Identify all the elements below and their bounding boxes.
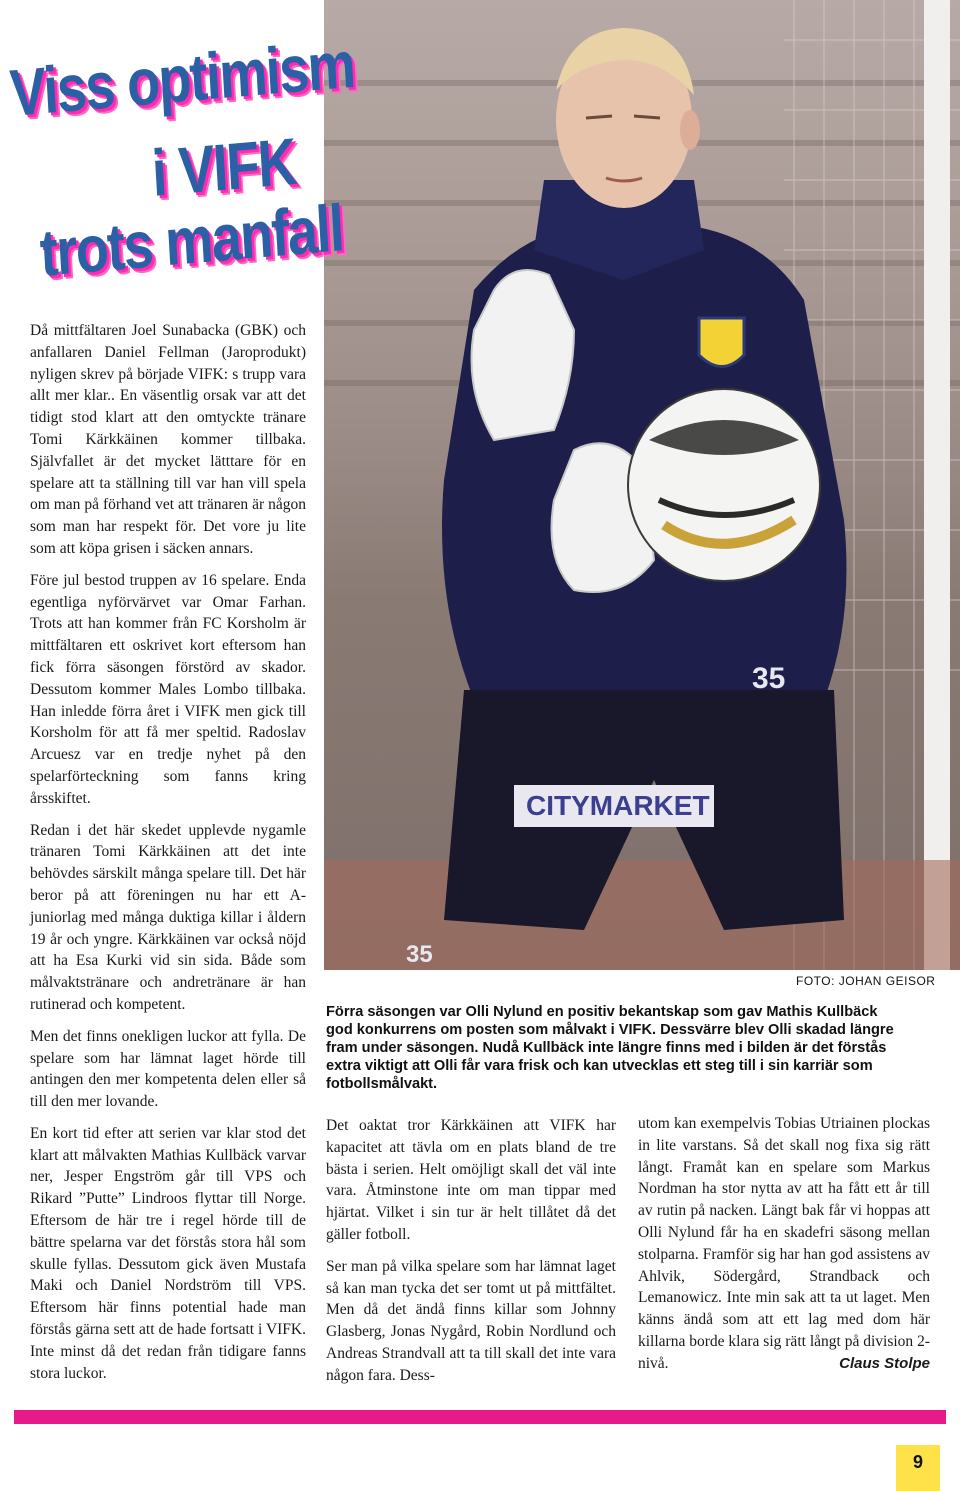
- paragraph: Men det finns onekligen luckor att fylla. De spelare som har lämnat laget hörde till antingen den mer kompetenta delen eller så till den mer lovande.: [30, 1027, 306, 1111]
- author-byline: Claus Stolpe: [839, 1354, 930, 1372]
- photo-caption: Förra säsongen var Olli Nylund en positiv bekantskap som gav Mathis Kullbäck god konkurrens om posten som målvakt i VIFK. Dessvärre blev Olli skadad längre fram under säsongen. Nudå Kullbäck inte längre finns med i bilden är det förstås extra viktigt att Olli får vara frisk och kan utvecklas ett steg till i sin karriär som fotbollsmålvakt.: [326, 1004, 894, 1092]
- page-number: 9: [896, 1445, 940, 1491]
- article-column-right: [638, 1113, 930, 1375]
- svg-text:35: 35: [752, 662, 786, 695]
- paragraph: Före jul bestod truppen av 16 spelare. Enda egentliga nyförvärvet var Omar Farhan. Trots att han kommer från FC Korsholm är mittfältaren ett oskrivet kort eftersom han fick förra säsongen förstörd av skador. Dessutom kommer Males Lombo tillbaka. Han inledde förra året i VIFK men gick till Korsholm för att få mer speltid. Radoslav Arcuesz var en tredje nyhet på den spelarförteckning som fanns kring årsskiftet.: [30, 571, 306, 807]
- footer-bar: [14, 1410, 946, 1424]
- paragraph: En kort tid efter att serien var klar stod det klart att målvakten Mathias Kullbäck varvar ner, Jesper Engström går till VPS och Rikard ”Putte” Lindroos flyttar till Norge. Eftersom de här tre i regel hörde till de bättre spelarna var det förstås stora hål som skulle fyllas. Dessutom gick även Mustafa Maki och Daniel Nordström till VPS. Eftersom här finns potential hade man förstås gärna sett att de hade fortsatt i VIFK. Inte minst då det redan från tidigare fanns stora luckor.: [30, 1124, 306, 1382]
- photo-credit: FOTO: JOHAN GEISOR: [796, 974, 936, 988]
- article-headline: [0, 10, 520, 310]
- paragraph: [638, 1113, 930, 1375]
- svg-text:CITYMARKET: CITYMARKET: [526, 790, 710, 821]
- headline-line-3: trots manfall: [37, 190, 345, 290]
- article-column-middle: [326, 1115, 616, 1397]
- paragraph: Då mittfältaren Joel Sunabacka (GBK) och anfallaren Daniel Fellman (Jaroprodukt) nyligen skrev på började VIFK: s trupp vara allt mer klar.. En väsentlig orsak var att det tidigt stod klart att den omtyckte tränare Tomi Kärkkäinen kommer tillbaka. Självfallet är det mycket lätttare för en spelare att ta ställning till var han vill spela om man på förhand vet att tränaren är någon som man har respekt för. Det vore ju lite som att köpa grisen i säcken annars.: [30, 322, 306, 557]
- article-column-left: [30, 320, 306, 1394]
- headline-line-1: Viss optimism: [7, 26, 356, 130]
- paragraph: Ser man på vilka spelare som har lämnat laget så kan man tycka det ser tomt ut på mittfältet. Men då det ändå finns killar som Johnny Glasberg, Jonas Nygård, Robin Nordlund och Andreas Strandvall att ta till skall det inte vara någon fara. Dess-: [326, 1257, 616, 1384]
- paragraph-text: utom kan exempelvis Tobias Utriainen plockas in lite varstans. Så det skall nog fixa sig rätt långt. Framåt kan en spelare som Markus Nordman ha stor nytta av att ha fått ett år till av rutin på nacken. Längt bak får vi hoppas att Olli Nylund får ha en skadefri säsong mellan stolparna. Framför sig har han god assistens av Ahlvik, Södergård, Strandback och Lemanowicz. Inte min sak att ta ut laget. Men känns ändå som att ett lag med dom här killarna borde klara sig rätt långt på division 2-nivå.: [638, 1115, 930, 1372]
- svg-text:35: 35: [406, 941, 433, 968]
- paragraph: Redan i det här skedet upplevde nygamle tränaren Tomi Kärkkäinen att det inte behövdes särskilt många spelare till. Det här beror på att föreningen nu har ett A-juniorlag med många duktiga killar i åldern 19 år och yngre. Kärkkäinen var också nöjd att ha Esa Kurki vid sin sida. Både som målvaktstränare och andretränare är han rutinerad och kompetent.: [30, 821, 306, 1013]
- headline-line-2: i VIFK: [149, 123, 298, 210]
- paragraph: Det oaktat tror Kärkkäinen att VIFK har kapacitet att tävla om en plats bland de tre bästa i serien. Helt omöjligt skall det väl inte vara. Åtminstone inte om man tippar med hjärtat. Vilket i sin tur är helt tillåtet då det gäller fotboll.: [326, 1117, 616, 1243]
